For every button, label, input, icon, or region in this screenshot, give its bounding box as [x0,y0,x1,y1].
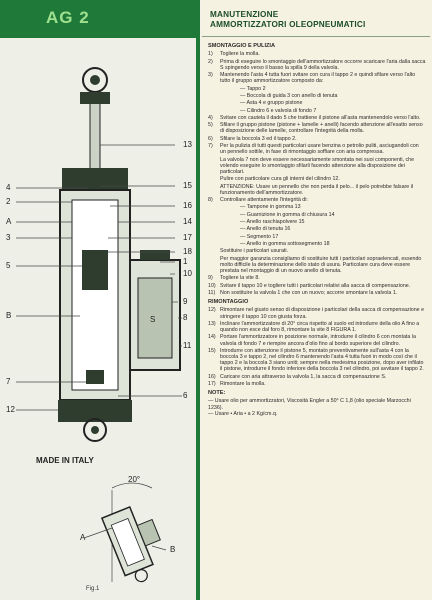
smontaggio-item [208,226,426,232]
step-number: 4) [208,114,213,121]
top-cap [80,92,110,104]
title-line-1: MANUTENZIONE [210,10,279,19]
smontaggio-item [208,290,426,296]
smontaggio-item [208,93,426,99]
step-number [228,100,240,106]
callout-right: 1 [183,257,188,266]
step-number [228,86,240,92]
step-text: Mantenendo l'asta 4 tutta fuori svitare con cura il tappo 2 e quindi sfilare verso l'alto tutto il gruppo ammortizzatore composto da: [220,72,416,85]
smontaggio-item [208,248,426,254]
rimontaggio-item [208,334,426,346]
fig-label-b: B [170,545,176,554]
step-text: Sostituire i particolari usurati. [220,248,289,255]
step-number: 15) [208,347,216,354]
step-number: 11) [208,290,216,297]
step-number: 8) [208,197,213,204]
step-number: 9) [208,275,213,282]
step-number: 12) [208,307,216,314]
rimontaggio-item [208,348,426,373]
step-text: — Anello in gomma sottosegmento 18 [240,241,330,248]
callout-right: 9 [183,297,188,306]
step-text: Introdurre con attenzione il pistone 5, montato preventivamente sull'asta 4 con la boccola 3 e tappo 2, nel cilindro 6 mantenendo l'asta 4 tutta fuori in modo così che il tappo 2 e la boccola 3 siano uniti; sempre nella medesima posizione, dopo aver infilato il pistone, introdurre il fondo inferiore della boccola 3 nel cilindro, poi avvitare il tappo 2. [220,347,424,373]
smontaggio-item [208,283,426,289]
step-number: 17) [208,381,216,388]
label-s: S [150,315,156,324]
step-number [208,248,220,254]
callout-left: B [6,311,12,320]
step-text: — Tampone in gomma 13 [240,204,301,211]
step-number [228,241,240,247]
step-text: Pulire con particolare cura gli interni del cilindro 12. [220,176,340,183]
made-in-italy: MADE IN ITALY [36,456,94,465]
step-text: — Anello raschiapolvere 15 [240,219,305,226]
step-number [208,176,220,182]
fig-label-a: A [80,533,86,542]
rimontaggio-item [208,374,426,380]
step-number [228,212,240,218]
step-text: Per maggior garanzia consigliamo di sostituire tutti i particolari sopraelencati, essendo molto difficile la determinazione dello stato di usura. Particolare cura deve essere prestata nel montaggio di un nuovo anello di tenuta. [220,255,422,275]
callout-right: 6 [183,391,188,400]
step-number: 2) [208,58,213,65]
section-rimontaggio: RIMONTAGGIO [208,299,249,306]
smontaggio-item [208,184,426,196]
figure-caption: Fig.1 [86,586,100,592]
step-number [208,157,220,175]
step-number: 13) [208,320,216,327]
shock-absorber-diagram [0,0,200,600]
rimontaggio-item [208,321,426,333]
left-callouts [6,183,15,414]
callout-left: 7 [6,377,11,386]
step-number [228,234,240,240]
step-text: Svitare il tappo 10 e togliere tutti i particolari relativi alla sacca di compensazione. [220,282,411,289]
step-number: 14) [208,334,216,341]
note-1: — Usare olio per ammortizzatori, Viscosità Engler a 50° C 1,8 (olio speciale Marzocchi 1236). [208,398,411,411]
step-text: ATTENZIONE: Usare un pennello che non perda il pelo... il pelo potrebbe falsare il funzionamento dell'ammortizzatore. [220,183,414,196]
step-number [208,256,220,274]
note-2: — Usare • Aria • a 2 Kg/cm.q. [208,410,278,417]
title-rule [202,36,430,37]
title-line-2: AMMORTIZZATORI OLEOPNEUMATICI [210,20,366,29]
step-number [228,108,240,114]
step-number [208,184,220,196]
callout-right: 16 [183,201,192,210]
smontaggio-item [208,108,426,114]
callout-left: A [6,217,12,226]
smontaggio-item [208,122,426,134]
step-text: Inclinare l'ammortizzatore di 20° circa rispetto al suolo ed introdurre della olio A fino a quando non esce dal foro 8, rimontare la vite 8 FIGURA 1. [220,320,420,334]
smontaggio-item [208,275,426,281]
step-text: — Asta 4 e gruppo pistone [240,100,303,107]
callout-left: 2 [6,197,11,206]
callout-right: 15 [183,181,192,190]
smontaggio-item [208,204,426,210]
step-text: Togliere la molla. [220,51,260,58]
step-number: 10) [208,282,216,289]
callout-right: 11 [183,341,192,350]
step-text: Togliere la vite 8. [220,275,260,282]
step-text: — Anello di tenuta 16 [240,226,291,233]
step-text: Controllare attentamente l'integrità di: [220,197,308,204]
angle-label: 20° [128,475,141,484]
rimontaggio-item [208,381,426,387]
smontaggio-item [208,219,426,225]
step-number [228,226,240,232]
step-text: — Boccola di guida 3 con anello di tenuta [240,92,338,99]
callout-right: 18 [183,247,192,256]
leader-b [152,546,166,550]
cylinder [72,200,118,390]
notes-title: NOTE: [208,390,226,397]
step-text: Non sostituire la valvola 1 che con un nuovo; accorre smontare la valvola 1. [220,290,398,297]
rimontaggio-item [208,307,426,319]
callout-left: 12 [6,405,15,414]
callout-right: 10 [183,269,192,278]
top-bushing [90,75,100,85]
right-callouts [183,140,192,400]
smontaggio-item [208,86,426,92]
smontaggio-item [208,176,426,182]
smontaggio-item [208,115,426,121]
notes [208,390,426,417]
smontaggio-item [208,100,426,106]
step-text: Svitare con cautela il dado 5 che trattiene il pistone all'asta mantenendolo verso l'alto. [220,114,421,121]
smontaggio-list [208,51,426,296]
step-text: — Guarnizione in gomma di chiusura 14 [240,211,335,218]
instructions [208,40,426,417]
section-badge: AG 2 [46,8,90,27]
step-text: Prima di eseguire lo smontaggio dell'ammortizzatore occorre scaricare l'aria dalla sacca S spingendo verso il basso la spilla 9 della valvola. [220,58,426,71]
foot-valve [86,370,104,384]
step-text: — Tappo 2 [240,85,266,92]
callout-left: 4 [6,183,11,192]
step-text: Rimontare nel giusto senso di disposizione i particolari della sacca di compensazione e stringere il tappo 10 con giusta forza. [220,307,425,320]
step-text: Rimontare la molla. [220,381,266,388]
smontaggio-item [208,143,426,155]
smontaggio-item [208,59,426,71]
smontaggio-item [208,212,426,218]
step-text: Per la pulizia di tutti questi particolari usare benzina o petrolio puliti, asciugandoli con un pennello sottile, in fase di rimontaggio soffiare con aria compressa. [220,143,419,156]
callout-right: 13 [183,140,192,149]
piston [82,250,108,290]
smontaggio-item [208,51,426,57]
smontaggio-item [208,234,426,240]
step-text: La valvola 7 non deve essere necessariamente smontata nei suoi componenti, che volendo eseguire lo smontaggio sfilarli facendo attenzione alla disposizione dei particolari. [220,156,415,175]
step-text: Portare l'ammortizzatore in posizione normale, introdurre il cilindro 6 con montata la valvola di fondo 7 e riempire ancora d'olio fino al bordo superiore del cilindro. [220,334,416,347]
callout-right: 8 [183,313,188,322]
step-number: 5) [208,122,213,129]
step-text: Sfilare il gruppo pistone (pistone + lamelle + anelli) facendo attenzione all'esatto senso di disposizione delle lamelle, controllare l'integrità della molla. [220,122,423,135]
seal-housing [62,168,128,190]
step-number [228,93,240,99]
smontaggio-item [208,256,426,274]
callout-right: 17 [183,233,192,242]
step-text: — Segmento 17 [240,233,279,240]
chamber-cap [140,250,170,260]
smontaggio-item [208,241,426,247]
smontaggio-item [208,136,426,142]
step-number [228,219,240,225]
step-number: 6) [208,135,213,142]
step-number: 1) [208,51,213,58]
smontaggio-item [208,72,426,84]
callout-left: 5 [6,261,11,270]
figure-1 [80,475,175,587]
inclined-shock [102,501,172,587]
step-text: Caricare con aria attraverso la valvola 1, la sacca di compensazione S. [220,373,387,380]
rimontaggio-list [208,307,426,387]
page-title [210,10,430,30]
callout-right: 14 [183,217,192,226]
step-number: 7) [208,143,213,150]
step-text: Sfilare la boccola 3 ed il tappo 2. [220,135,297,142]
step-number: 16) [208,373,216,380]
smontaggio-item [208,197,426,203]
step-number: 3) [208,72,213,78]
smontaggio-item [208,157,426,175]
bottom-bushing [91,426,99,434]
callout-left: 3 [6,233,11,242]
section-smontaggio: SMONTAGGIO E PULIZIA [208,43,276,49]
step-number [228,204,240,210]
step-text: — Cilindro 6 e valvola di fondo 7 [240,107,317,114]
